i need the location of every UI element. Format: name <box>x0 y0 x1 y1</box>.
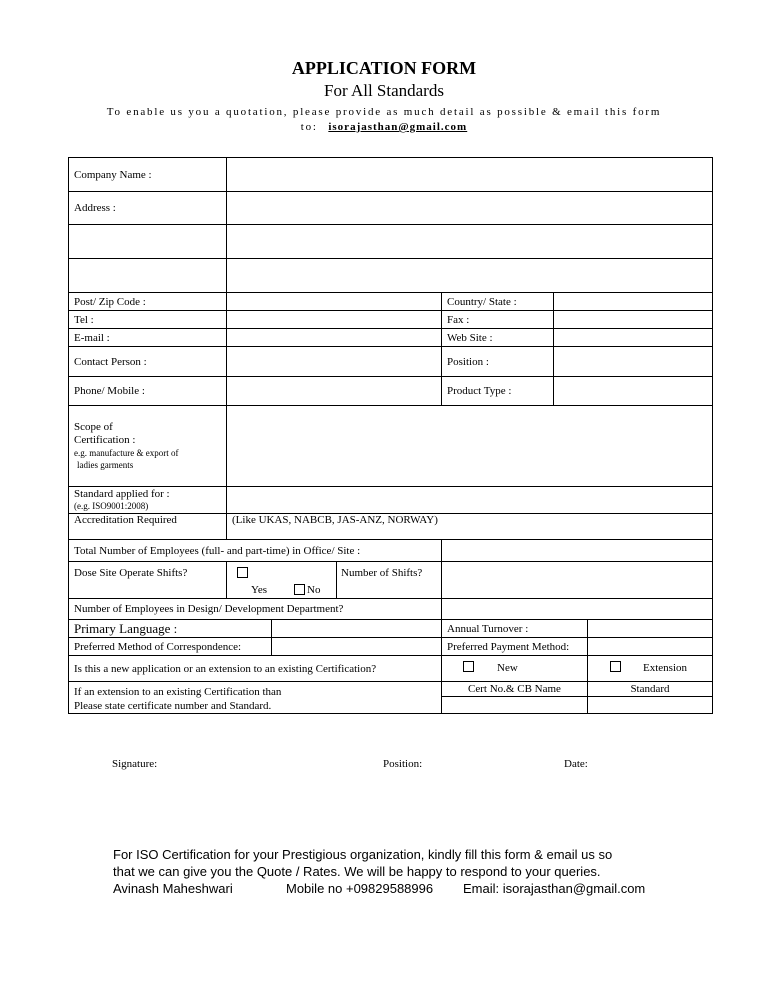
new-label: New <box>497 662 518 674</box>
accreditation-hint: (Like UKAS, NABCB, JAS-ANZ, NORWAY) <box>232 514 438 526</box>
contact-person-label: Contact Person : <box>68 346 227 377</box>
form-title: APPLICATION FORM <box>291 58 477 78</box>
intro-to: to: <box>300 121 318 133</box>
shifts-options <box>226 561 337 599</box>
phone-mobile-field[interactable] <box>226 376 442 406</box>
accreditation-field[interactable] <box>226 513 713 540</box>
position-field[interactable] <box>553 346 713 377</box>
design-employees-field[interactable] <box>441 598 713 620</box>
cert-no-field[interactable] <box>441 696 588 714</box>
footer-note <box>113 846 713 897</box>
scope-field[interactable] <box>226 405 713 487</box>
scope-label-line2: Certification : <box>74 434 136 446</box>
address-field-1[interactable] <box>226 191 713 225</box>
intro-line: To enable us you a quotation, please provide as much detail as possible & email this form <box>106 106 662 118</box>
accreditation-label: Accreditation Required <box>68 513 227 540</box>
email-label: E-mail : <box>68 328 227 347</box>
email-field[interactable] <box>226 328 442 347</box>
extension-label: Extension <box>643 662 687 674</box>
design-employees-label: Number of Employees in Design/ Development Department? <box>68 598 442 620</box>
company-name-field[interactable] <box>226 157 713 192</box>
country-state-label: Country/ State : <box>441 292 554 311</box>
shifts-no-checkbox[interactable] <box>294 584 305 595</box>
cert-no-header: Cert No.& CB Name <box>441 681 588 697</box>
extension-option <box>587 655 713 682</box>
company-name-label: Company Name : <box>68 157 227 192</box>
website-label: Web Site : <box>441 328 554 347</box>
standard-applied-label <box>68 486 227 514</box>
tel-field[interactable] <box>226 310 442 329</box>
annual-turnover-label: Annual Turnover : <box>441 619 588 638</box>
standard-field[interactable] <box>587 696 713 714</box>
extension-details-label <box>68 681 442 714</box>
new-option <box>441 655 588 682</box>
pref-payment-field[interactable] <box>587 637 713 656</box>
fax-label: Fax : <box>441 310 554 329</box>
tel-label: Tel : <box>68 310 227 329</box>
website-field[interactable] <box>553 328 713 347</box>
footer-name: Avinash Maheshwari <box>113 881 233 896</box>
fax-field[interactable] <box>553 310 713 329</box>
product-type-field[interactable] <box>553 376 713 406</box>
scope-example-1: e.g. manufacture & export of <box>74 448 179 458</box>
extension-details-line2: Please state certificate number and Standard. <box>74 700 272 712</box>
pref-payment-label: Preferred Payment Method: <box>441 637 588 656</box>
footer-email[interactable]: Email: isorajasthan@gmail.com <box>463 881 646 896</box>
contact-person-field[interactable] <box>226 346 442 377</box>
total-employees-label: Total Number of Employees (full- and part-time) in Office/ Site : <box>68 539 442 562</box>
number-of-shifts-field[interactable] <box>441 561 713 599</box>
shifts-yes-label: Yes <box>251 584 268 596</box>
pref-correspondence-label: Preferred Method of Correspondence: <box>68 637 272 656</box>
new-or-extension-label: Is this a new application or an extension to an existing Certification? <box>68 655 442 682</box>
phone-mobile-label: Phone/ Mobile : <box>68 376 227 406</box>
footer-line2: that we can give you the Quote / Rates. We will be happy to respond to your queries. <box>113 864 601 879</box>
pref-correspondence-field[interactable] <box>271 637 442 656</box>
shifts-no-label: No <box>307 584 321 596</box>
total-employees-field[interactable] <box>441 539 713 562</box>
post-zip-label: Post/ Zip Code : <box>68 292 227 311</box>
date-label: Date: <box>564 758 588 770</box>
extension-details-line1: If an extension to an existing Certification than <box>74 686 282 698</box>
country-state-field[interactable] <box>553 292 713 311</box>
standard-header: Standard <box>587 681 713 697</box>
scope-label-line1: Scope of <box>74 421 113 433</box>
position-label: Position : <box>441 346 554 377</box>
address-label-blank-1 <box>68 224 227 259</box>
address-label: Address : <box>68 191 227 225</box>
standard-applied-field[interactable] <box>226 486 713 514</box>
shifts-yes-checkbox[interactable] <box>237 567 248 578</box>
address-field-2[interactable] <box>226 224 713 259</box>
primary-language-label: Primary Language : <box>68 619 272 638</box>
new-checkbox[interactable] <box>463 661 474 672</box>
annual-turnover-field[interactable] <box>587 619 713 638</box>
footer-mobile: Mobile no +09829588996 <box>286 881 434 896</box>
address-label-blank-2 <box>68 258 227 293</box>
intro-email-link[interactable]: isorajasthan@gmail.com <box>328 121 468 133</box>
scope-example-2: ladies garments <box>77 460 134 470</box>
form-subtitle: For All Standards <box>324 81 444 100</box>
post-zip-field[interactable] <box>226 292 442 311</box>
address-field-3[interactable] <box>226 258 713 293</box>
number-of-shifts-label: Number of Shifts? <box>336 561 442 599</box>
standard-applied-text: Standard applied for : <box>74 488 170 500</box>
footer-contact <box>113 880 713 897</box>
shifts-question-label: Dose Site Operate Shifts? <box>68 561 227 599</box>
scope-label <box>68 405 227 487</box>
extension-checkbox[interactable] <box>610 661 621 672</box>
signature-label: Signature: <box>112 758 158 770</box>
position-sign-label: Position: <box>383 758 423 770</box>
standard-example: (e.g. ISO9001:2008) <box>74 501 149 511</box>
primary-language-field[interactable] <box>271 619 442 638</box>
footer-line1: For ISO Certification for your Prestigious organization, kindly fill this form & email us so <box>113 847 613 862</box>
product-type-label: Product Type : <box>441 376 554 406</box>
